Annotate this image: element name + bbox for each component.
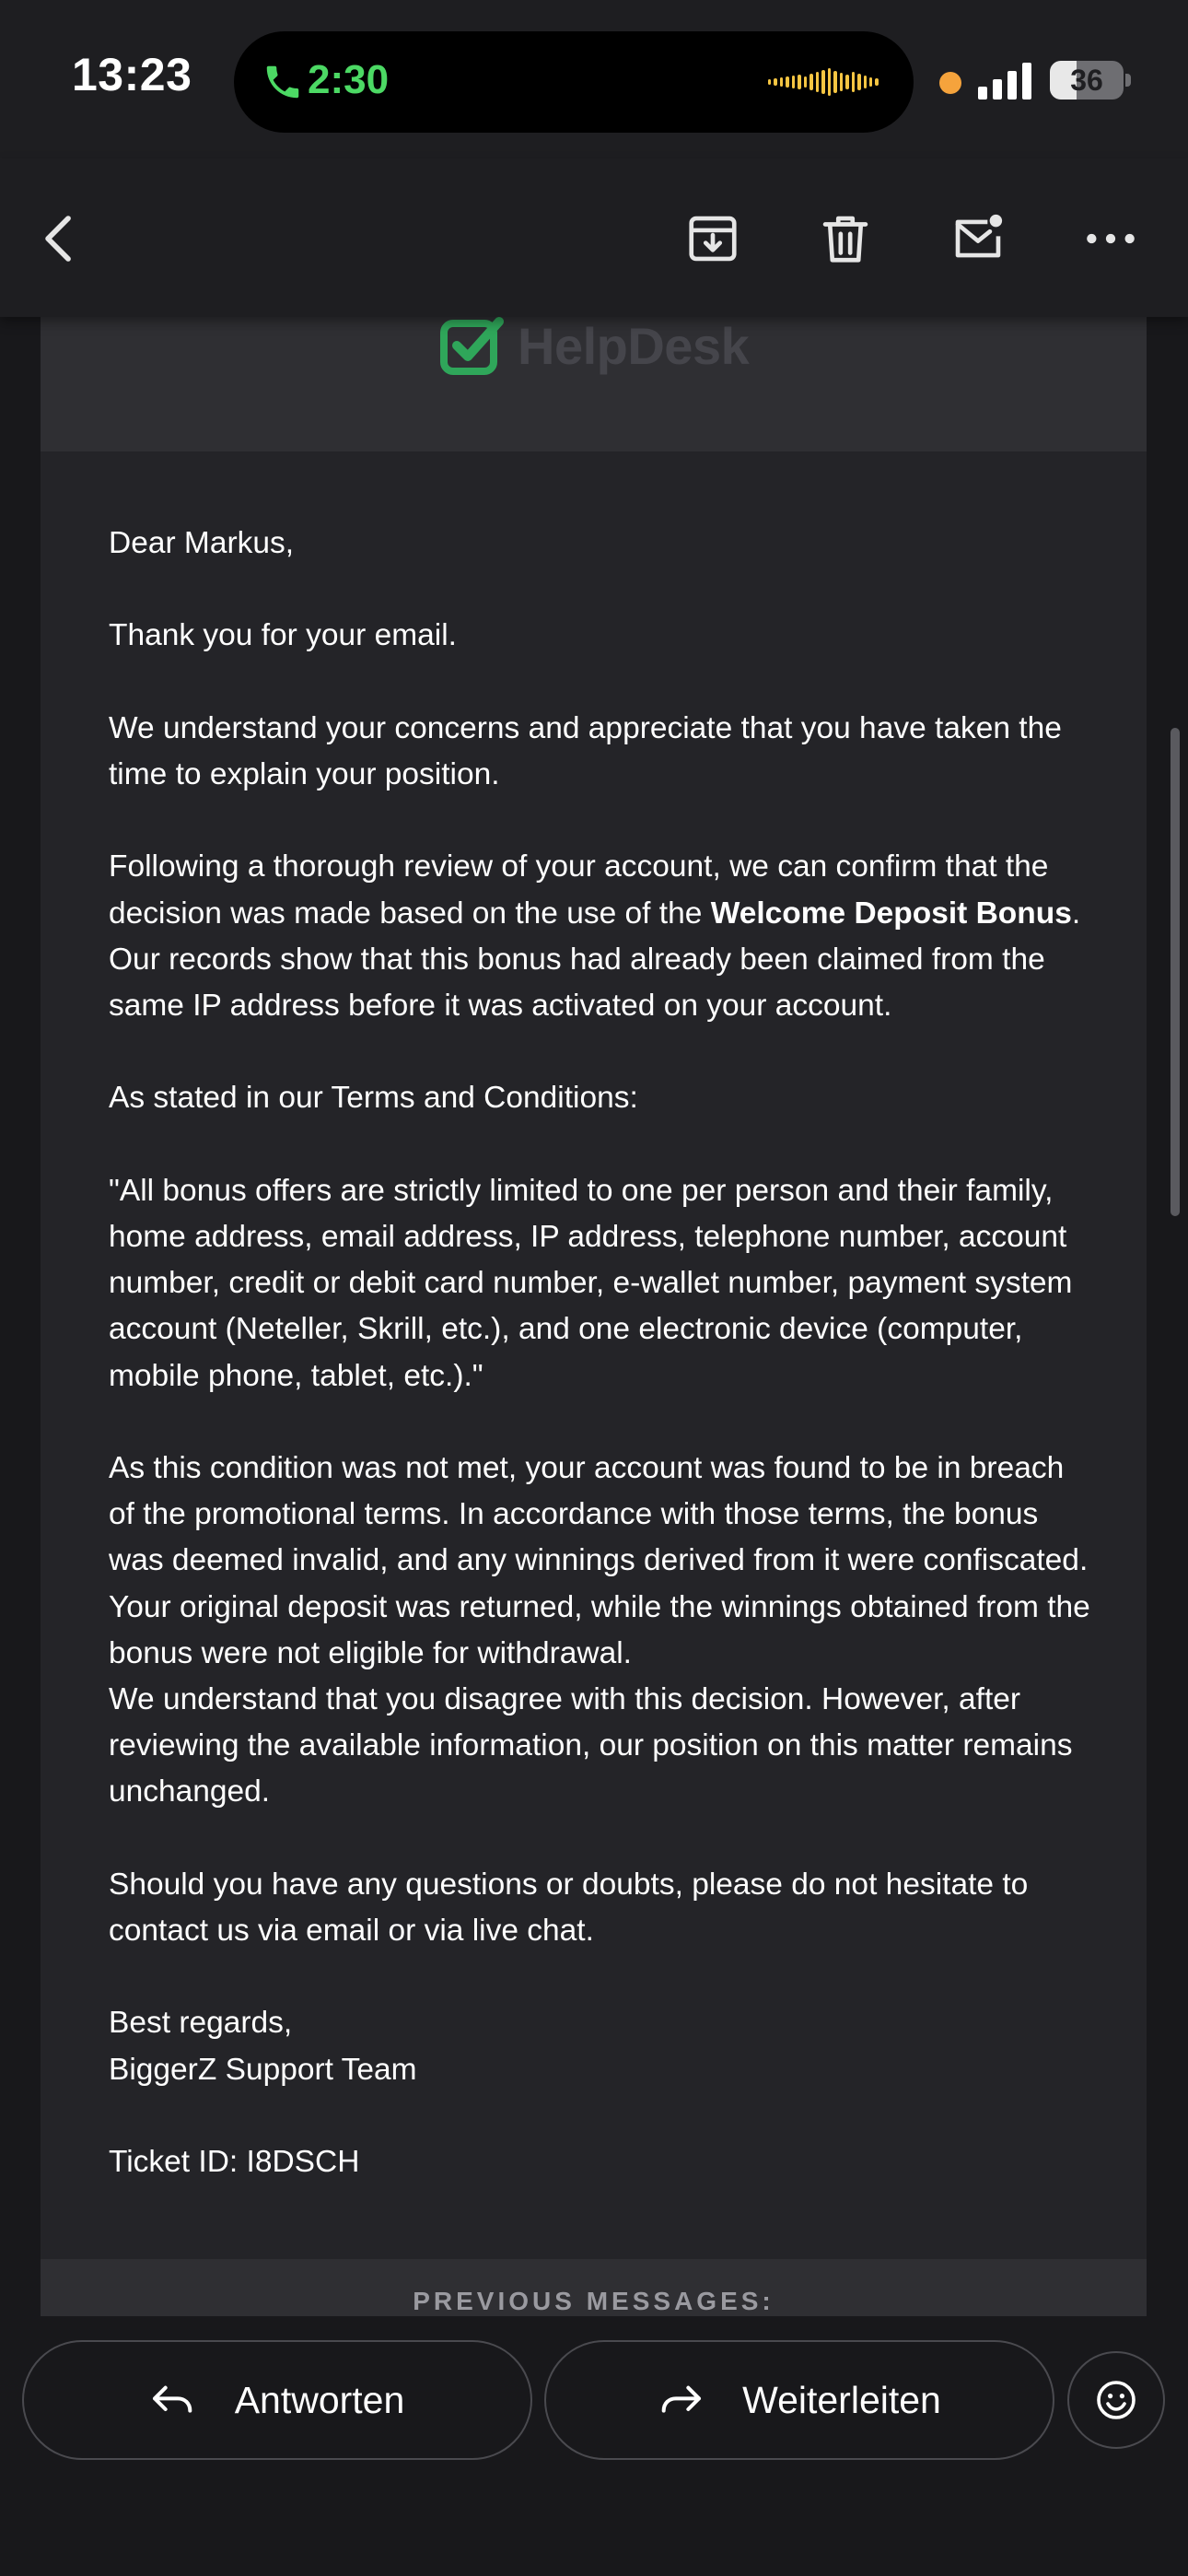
more-button[interactable] xyxy=(1078,206,1143,271)
delete-button[interactable] xyxy=(813,206,878,271)
archive-button[interactable] xyxy=(681,206,745,271)
waveform-bar xyxy=(774,78,776,86)
waveform-bar xyxy=(864,76,867,88)
waveform-bar xyxy=(821,70,824,94)
back-button[interactable] xyxy=(28,206,92,271)
email-message xyxy=(109,521,1094,2231)
checkbox-logo-icon xyxy=(440,316,505,375)
review-paragraph xyxy=(109,844,1094,1029)
action-bar xyxy=(0,2316,1188,2576)
thanks-paragraph: Thank you for your email. xyxy=(109,618,457,653)
reply-label: Antworten xyxy=(234,2378,405,2421)
waveform-bar xyxy=(768,79,771,85)
emoji-icon xyxy=(1094,2378,1138,2422)
greeting: Dear Markus, xyxy=(109,526,295,560)
status-bar xyxy=(0,0,1188,158)
forward-label: Weiterleiten xyxy=(742,2378,941,2421)
signature-team: BiggerZ Support Team xyxy=(109,2052,417,2087)
trash-icon xyxy=(817,210,874,267)
forward-icon xyxy=(658,2382,704,2418)
back-chevron-icon xyxy=(31,210,88,267)
mail-toolbar xyxy=(0,158,1188,317)
waveform-icon xyxy=(768,64,879,100)
dynamic-island-call[interactable] xyxy=(234,31,914,133)
forward-button[interactable] xyxy=(544,2340,1054,2460)
waveform-bar xyxy=(833,71,836,93)
waveform-bar xyxy=(786,76,788,88)
battery-body xyxy=(1050,61,1124,100)
previous-messages-band xyxy=(41,2259,1147,2324)
archive-icon xyxy=(684,210,741,267)
waveform-bar xyxy=(828,68,831,96)
mark-unread-icon xyxy=(949,210,1007,267)
disagree-paragraph: We understand that you disagree with this decision. However, after reviewing the available information, our position on this matter remains unchanged. xyxy=(109,1681,1073,1809)
orange-dot-indicator xyxy=(939,72,961,94)
waveform-bar xyxy=(852,72,855,92)
terms-intro: As stated in our Terms and Conditions: xyxy=(109,1081,638,1116)
more-icon xyxy=(1082,210,1139,267)
logo-text: HelpDesk xyxy=(518,316,750,375)
mark-unread-button[interactable] xyxy=(946,206,1010,271)
review-text-after: . Our records show that this bonus had already been claimed from the same IP address before it was activated on your account. xyxy=(109,896,1081,1023)
scrollbar-thumb[interactable] xyxy=(1171,728,1180,1216)
waveform-bar xyxy=(804,76,807,88)
waveform-bar xyxy=(857,74,860,90)
emoji-reaction-button[interactable] xyxy=(1067,2351,1165,2449)
understand-paragraph: We understand your concerns and appreciate that you have taken the time to explain your position. xyxy=(109,710,1062,791)
waveform-bar xyxy=(845,75,848,89)
waveform-bar xyxy=(840,73,843,91)
waveform-bar xyxy=(809,74,812,90)
ticket-id: Ticket ID: I8DSCH xyxy=(109,2144,360,2179)
call-timer: 2:30 xyxy=(308,57,390,102)
questions-paragraph: Should you have any questions or doubts, please do not hesitate to contact us via email or via live chat. xyxy=(109,1867,1029,1948)
reply-icon xyxy=(150,2382,196,2418)
battery-level: 36 xyxy=(1070,64,1103,97)
waveform-bar xyxy=(875,78,878,86)
waveform-bar xyxy=(792,76,795,88)
bonus-name: Welcome Deposit Bonus xyxy=(710,896,1072,931)
phone-icon xyxy=(262,59,304,105)
battery-icon xyxy=(1050,61,1131,100)
reply-button[interactable] xyxy=(22,2340,532,2460)
waveform-bar xyxy=(780,77,783,87)
waveform-bar xyxy=(869,77,872,87)
waveform-bar xyxy=(798,75,800,89)
terms-quote: "All bonus offers are strictly limited to one per person and their family, home address, email address, IP address, telephone number, account number, credit or debit card number, e-wallet number, payment system account (Neteller, Skrill, etc.), and one electronic device (computer, mobile phone, tablet, etc.)." xyxy=(109,1173,1073,1393)
signal-icon xyxy=(976,61,1035,100)
regards: Best regards, xyxy=(109,2006,293,2041)
breach-paragraph: As this condition was not met, your account was found to be in breach of the promotional terms. In accordance with those terms, the bonus was deemed invalid, and any winnings derived from it were confiscated. Your original deposit was returned, while the winnings obtained from the bonus were not eligible for withdrawal. xyxy=(109,1450,1090,1670)
battery-cap xyxy=(1125,74,1131,87)
previous-messages-label: PREVIOUS MESSAGES: xyxy=(413,2287,775,2315)
status-time: 13:23 xyxy=(72,49,192,100)
review-text-before: Following a thorough review of your account, we can confirm that the decision was made based on the use of the xyxy=(109,849,1049,931)
waveform-bar xyxy=(816,72,819,92)
helpdesk-logo xyxy=(440,313,749,378)
